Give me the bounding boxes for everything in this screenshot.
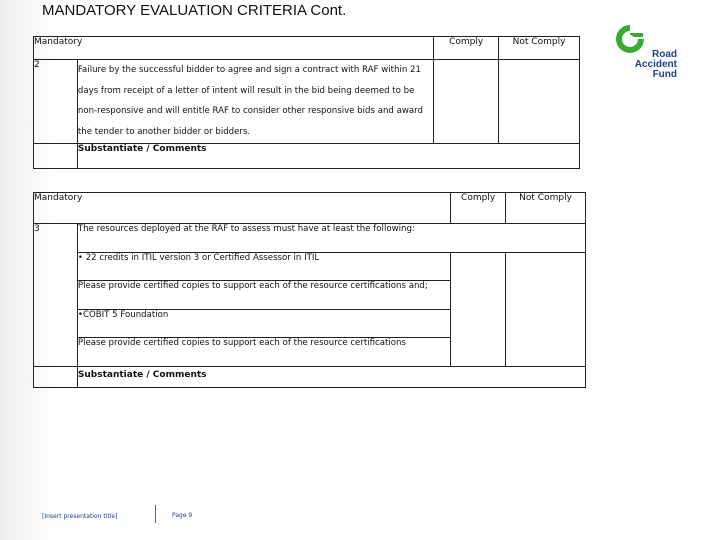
criterion-intro: The resources deployed at the RAF to assess must have at least the following: [77, 224, 585, 253]
header-not-comply: Not Comply [506, 193, 586, 224]
criteria-table-2 [33, 192, 586, 388]
blank-cell [34, 366, 78, 387]
criterion-number: 3 [34, 224, 78, 367]
criterion-text: Failure by the successful bidder to agree and sign a contract with RAF within 21 days from receipt of a letter of intent will result in the bid being deemed to be non-responsive and will entitle RAF to consider other responsive bids and award the tender to another bidder or bidders. [77, 60, 433, 144]
table-row [34, 224, 586, 253]
footer-presentation-title: [Insert presentation title] [42, 513, 118, 520]
comply-cell[interactable] [434, 60, 499, 144]
criteria-table-1 [33, 36, 580, 169]
table-header-row [34, 37, 580, 60]
criterion-item-cobit: •COBIT 5 Foundation [77, 309, 450, 338]
header-comply: Comply [434, 37, 499, 60]
criterion-item-cobit-copies: Please provide certified copies to support each of the resource certifications [77, 338, 450, 367]
table-header-row [34, 193, 586, 224]
logo-line-accident: Accident [634, 59, 677, 70]
comply-cell[interactable] [451, 252, 506, 366]
criterion-item-itil-copies: Please provide certified copies to support each of the resource certifications and; [77, 281, 450, 310]
footer-page-number: Page 9 [172, 512, 193, 519]
table-row [34, 60, 580, 144]
logo-line-road: Road [652, 49, 677, 60]
header-not-comply: Not Comply [499, 37, 580, 60]
page-title: MANDATORY EVALUATION CRITERIA Cont. [42, 2, 347, 19]
criterion-number: 2 [34, 60, 78, 144]
substantiate-row [34, 144, 580, 169]
raf-wordmark [629, 50, 677, 80]
substantiate-comments-label[interactable]: Substantiate / Comments [77, 366, 585, 387]
logo-line-fund: Fund [652, 69, 677, 80]
footer-divider [155, 505, 156, 523]
substantiate-row [34, 366, 586, 387]
road-accident-fund-logo [613, 22, 683, 82]
header-mandatory: Mandatory [34, 37, 434, 60]
blank-cell [34, 144, 78, 169]
criterion-item-itil: • 22 credits in ITIL version 3 or Certified Assessor in ITIL [77, 252, 450, 281]
table-row [34, 252, 586, 281]
header-mandatory: Mandatory [34, 193, 451, 224]
not-comply-cell[interactable] [506, 252, 586, 366]
substantiate-comments-label[interactable]: Substantiate / Comments [77, 144, 579, 169]
header-comply: Comply [451, 193, 506, 224]
not-comply-cell[interactable] [499, 60, 580, 144]
